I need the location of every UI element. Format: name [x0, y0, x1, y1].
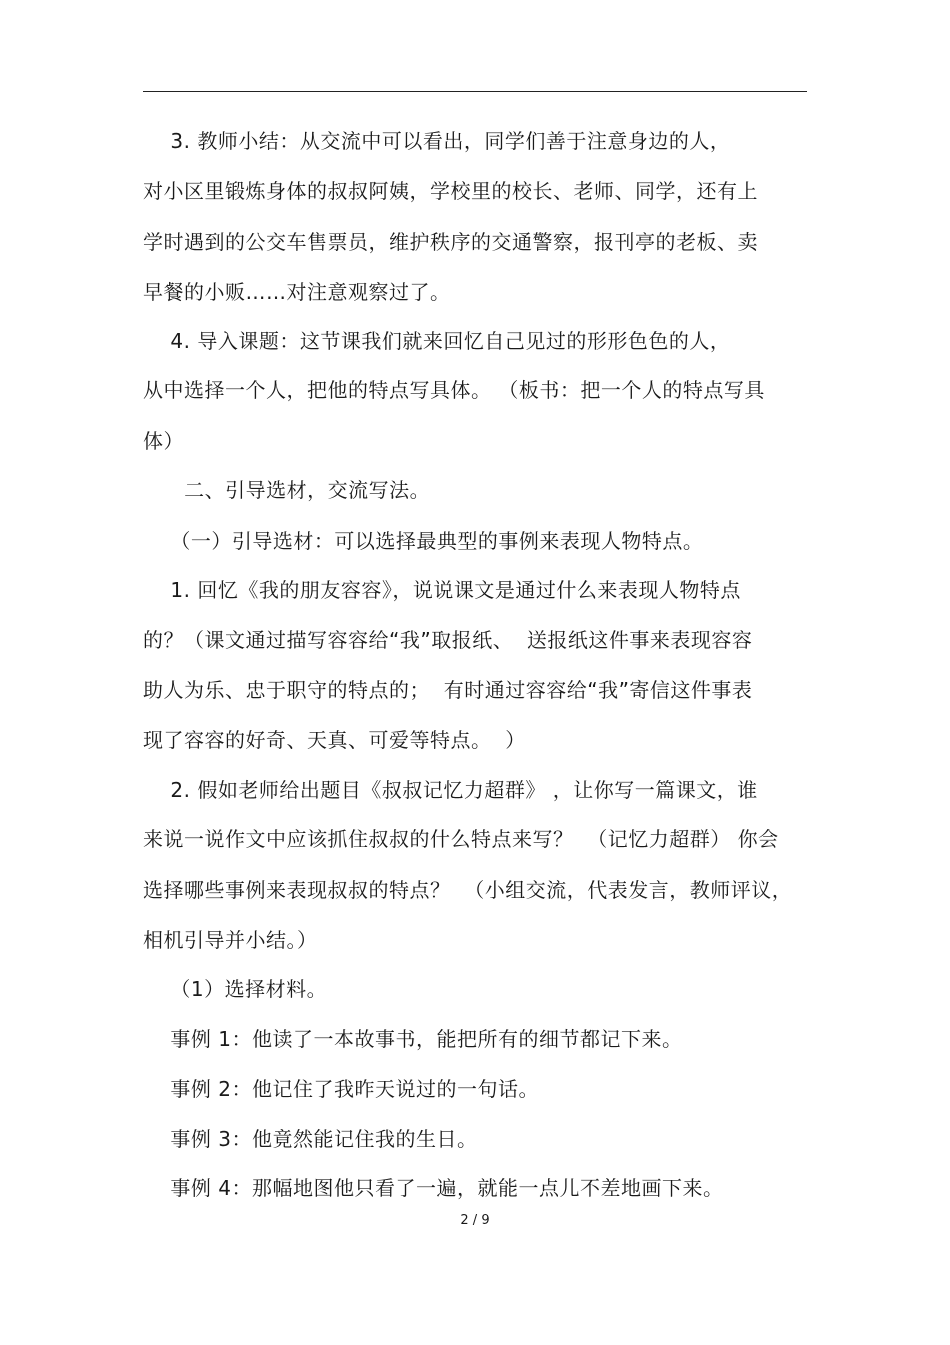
- page-number: 2 / 9: [460, 1213, 490, 1228]
- section-heading: 二、引导选材，交流写法。: [143, 478, 431, 502]
- list-item: 事例 1：他读了一本故事书，能把所有的细节都记下来。: [143, 1027, 683, 1051]
- paragraph-line: 体）: [143, 429, 184, 453]
- subsection-heading: （一）引导选材：可以选择最典型的事例来表现人物特点。: [143, 529, 704, 553]
- paragraph-line: 的？（课文通过描写容容给“我”取报纸、 送报纸这件事来表现容容: [143, 628, 753, 652]
- paragraph-line: 从中选择一个人，把他的特点写具体。 （板书：把一个人的特点写具: [143, 378, 765, 402]
- paragraph-line: 3. 教师小结：从交流中可以看出，同学们善于注意身边的人，: [143, 129, 731, 153]
- header-rule: [143, 91, 807, 92]
- paragraph-line: 1. 回忆《我的朋友容容》，说说课文是通过什么来表现人物特点: [143, 578, 741, 602]
- list-item: 事例 2：他记住了我昨天说过的一句话。: [143, 1077, 540, 1101]
- paragraph-line: 相机引导并小结。）: [143, 928, 318, 952]
- paragraph-line: 4. 导入课题：这节课我们就来回忆自己见过的形形色色的人，: [143, 329, 731, 353]
- paragraph-line: 2. 假如老师给出题目《叔叔记忆力超群》 ，让你写一篇课文，谁: [143, 778, 758, 802]
- paragraph-line: 对小区里锻炼身体的叔叔阿姨，学校里的校长、老师、同学，还有上: [143, 179, 758, 203]
- paragraph-line: 选择哪些事例来表现叔叔的特点？ （小组交流，代表发言，教师评议，: [143, 878, 793, 902]
- paragraph-line: 现了容容的好奇、天真、可爱等特点。 ）: [143, 728, 526, 752]
- paragraph-line: 来说一说作文中应该抓住叔叔的什么特点来写？ （记忆力超群） 你会: [143, 827, 779, 851]
- list-heading: （1）选择材料。: [143, 977, 328, 1001]
- paragraph-line: 早餐的小贩……对注意观察过了。: [143, 280, 451, 304]
- paragraph-line: 学时遇到的公交车售票员，维护秩序的交通警察，报刊亭的老板、卖: [143, 230, 758, 254]
- list-item: 事例 4：那幅地图他只看了一遍，就能一点儿不差地画下来。: [143, 1176, 724, 1200]
- list-item: 事例 3：他竟然能记住我的生日。: [143, 1127, 478, 1151]
- paragraph-line: 助人为乐、忠于职守的特点的； 有时通过容容给“我”寄信这件事表: [143, 678, 753, 702]
